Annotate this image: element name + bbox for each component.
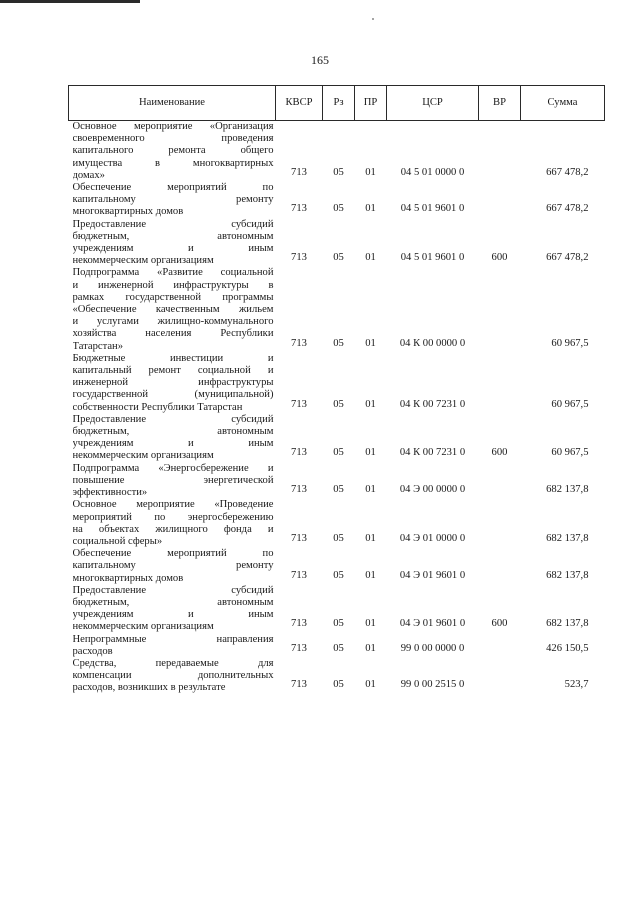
name-line: Основное мероприятие «Организация bbox=[72, 121, 274, 132]
kvsr-cell: 713 bbox=[291, 337, 307, 349]
name-line: Предоставление субсидий bbox=[72, 584, 274, 596]
page-number: 165 bbox=[311, 53, 329, 67]
rz-cell: 05 bbox=[333, 166, 344, 178]
rz-cell: 05 bbox=[333, 532, 344, 544]
sum-cell: 682 137,8 bbox=[546, 569, 589, 581]
name-cell bbox=[69, 634, 276, 658]
name-line: многоквартирных домов bbox=[72, 206, 184, 218]
pr-cell: 01 bbox=[365, 203, 376, 215]
column-header-name: Наименование bbox=[69, 86, 276, 121]
csr-cell: 04 5 01 0000 0 bbox=[400, 166, 465, 178]
kvsr-cell: 713 bbox=[291, 642, 307, 654]
rz-cell: 05 bbox=[333, 642, 344, 654]
sum-cell: 523,7 bbox=[564, 679, 589, 691]
sum-cell: 60 967,5 bbox=[551, 398, 589, 410]
kvsr-cell: 713 bbox=[291, 166, 307, 178]
name-line: своевременного проведения bbox=[72, 133, 274, 145]
csr-cell: 04 Э 00 0000 0 bbox=[399, 484, 466, 496]
name-line: Обеспечение мероприятий по bbox=[72, 548, 274, 560]
csr-cell: 04 Э 01 9601 0 bbox=[399, 569, 466, 581]
vr-cell bbox=[479, 463, 521, 500]
name-line: бюджетным, автономным bbox=[72, 596, 274, 608]
vr-cell: 600 bbox=[491, 618, 508, 630]
pr-cell: 01 bbox=[365, 166, 376, 178]
name-line: и услугами жилищно-коммунального bbox=[72, 316, 274, 328]
name-line: расходов, возникших в результате bbox=[72, 682, 226, 694]
kvsr-cell: 713 bbox=[291, 532, 307, 544]
table-row bbox=[69, 219, 605, 268]
name-line: некоммерческим организациям bbox=[72, 255, 214, 267]
table-row bbox=[69, 121, 605, 183]
csr-cell: 04 Э 01 0000 0 bbox=[399, 532, 466, 544]
name-line: капитальный ремонт социальной и bbox=[72, 365, 274, 377]
name-line: Подпрограмма «Развитие социальной bbox=[72, 267, 274, 279]
table-row bbox=[69, 353, 605, 414]
name-cell bbox=[69, 121, 276, 183]
pr-cell: 01 bbox=[365, 532, 376, 544]
column-header-pr: ПР bbox=[355, 86, 387, 121]
name-cell bbox=[69, 548, 276, 585]
sum-cell: 667 478,2 bbox=[546, 203, 589, 215]
vr-cell: 600 bbox=[491, 447, 508, 459]
table-row bbox=[69, 585, 605, 634]
name-line: и инженерной инфраструктуры в bbox=[72, 279, 274, 291]
vr-cell: 600 bbox=[491, 252, 508, 264]
name-line: Татарстан» bbox=[72, 340, 124, 352]
sum-cell: 426 150,5 bbox=[546, 642, 589, 654]
name-line: Обеспечение мероприятий по bbox=[72, 182, 274, 194]
rz-cell: 05 bbox=[333, 398, 344, 410]
rz-cell: 05 bbox=[333, 484, 344, 496]
pr-cell: 01 bbox=[365, 337, 376, 349]
name-line: Предоставление субсидий bbox=[72, 413, 274, 425]
vr-cell bbox=[479, 353, 521, 414]
vr-cell bbox=[479, 182, 521, 219]
sum-cell: 60 967,5 bbox=[551, 447, 589, 459]
column-header-rz: Рз bbox=[323, 86, 355, 121]
name-cell bbox=[69, 585, 276, 634]
pr-cell: 01 bbox=[365, 252, 376, 264]
name-line: учреждениям и иным bbox=[72, 609, 274, 621]
vr-cell bbox=[479, 634, 521, 658]
name-line: Предоставление субсидий bbox=[72, 218, 274, 230]
rz-cell: 05 bbox=[333, 447, 344, 459]
name-line: Средства, передаваемые для bbox=[72, 657, 274, 669]
csr-cell: 04 К 00 7231 0 bbox=[399, 447, 466, 459]
name-cell bbox=[69, 267, 276, 352]
rz-cell: 05 bbox=[333, 203, 344, 215]
name-line: капитальному ремонту bbox=[72, 560, 274, 572]
sum-cell: 682 137,8 bbox=[546, 618, 589, 630]
name-line: на объектах жилищного фонда и bbox=[72, 523, 274, 535]
name-cell bbox=[69, 414, 276, 463]
kvsr-cell: 713 bbox=[291, 252, 307, 264]
kvsr-cell: 713 bbox=[291, 618, 307, 630]
rz-cell: 05 bbox=[333, 679, 344, 691]
csr-cell: 04 Э 01 9601 0 bbox=[399, 618, 466, 630]
name-cell bbox=[69, 658, 276, 695]
pr-cell: 01 bbox=[365, 569, 376, 581]
table-row bbox=[69, 658, 605, 695]
csr-cell: 04 5 01 9601 0 bbox=[400, 203, 465, 215]
column-header-kvsr: КВСР bbox=[276, 86, 323, 121]
name-line: Непрограммные направления bbox=[72, 633, 274, 645]
table-row bbox=[69, 634, 605, 658]
csr-cell: 04 К 00 7231 0 bbox=[399, 398, 466, 410]
name-line: капитального ремонта общего bbox=[72, 145, 274, 157]
table-row bbox=[69, 267, 605, 352]
name-line: хозяйства населения Республики bbox=[72, 328, 274, 340]
table-row bbox=[69, 499, 605, 548]
sum-cell: 682 137,8 bbox=[546, 484, 589, 496]
name-line: домах» bbox=[72, 169, 105, 181]
kvsr-cell: 713 bbox=[291, 447, 307, 459]
vr-cell bbox=[479, 499, 521, 548]
name-line: бюджетным, автономным bbox=[72, 426, 274, 438]
name-cell bbox=[69, 219, 276, 268]
kvsr-cell: 713 bbox=[291, 569, 307, 581]
scan-edge-mark bbox=[0, 0, 140, 3]
sum-cell: 682 137,8 bbox=[546, 532, 589, 544]
name-line: эффективности» bbox=[72, 487, 148, 499]
scan-speck bbox=[372, 18, 374, 20]
column-header-sum: Сумма bbox=[521, 86, 605, 121]
name-cell bbox=[69, 463, 276, 500]
kvsr-cell: 713 bbox=[291, 679, 307, 691]
name-line: учреждениям и иным bbox=[72, 243, 274, 255]
name-line: Бюджетные инвестиции и bbox=[72, 352, 274, 364]
pr-cell: 01 bbox=[365, 642, 376, 654]
name-line: имущества в многоквартирных bbox=[72, 157, 274, 169]
rz-cell: 05 bbox=[333, 337, 344, 349]
kvsr-cell: 713 bbox=[291, 203, 307, 215]
name-line: мероприятий по энергосбережению bbox=[72, 511, 274, 523]
table-header-row bbox=[69, 86, 605, 121]
vr-cell bbox=[479, 267, 521, 352]
name-cell bbox=[69, 499, 276, 548]
name-line: «Обеспечение качественным жильем bbox=[72, 304, 274, 316]
rz-cell: 05 bbox=[333, 569, 344, 581]
table-row bbox=[69, 548, 605, 585]
vr-cell bbox=[479, 121, 521, 183]
name-cell bbox=[69, 353, 276, 414]
name-line: некоммерческим организациям bbox=[72, 450, 214, 462]
sum-cell: 667 478,2 bbox=[546, 252, 589, 264]
column-header-csr: ЦСР bbox=[387, 86, 479, 121]
sum-cell: 60 967,5 bbox=[551, 337, 589, 349]
name-line: бюджетным, автономным bbox=[72, 230, 274, 242]
pr-cell: 01 bbox=[365, 447, 376, 459]
name-line: государственной (муниципальной) bbox=[72, 389, 274, 401]
name-line: многоквартирных домов bbox=[72, 572, 184, 584]
name-line: повышение энергетической bbox=[72, 474, 274, 486]
pr-cell: 01 bbox=[365, 618, 376, 630]
name-line: социальной сферы» bbox=[72, 535, 163, 547]
name-line: Подпрограмма «Энергосбережение и bbox=[72, 462, 274, 474]
pr-cell: 01 bbox=[365, 398, 376, 410]
kvsr-cell: 713 bbox=[291, 484, 307, 496]
csr-cell: 99 0 00 0000 0 bbox=[400, 642, 465, 654]
vr-cell bbox=[479, 658, 521, 695]
csr-cell: 04 5 01 9601 0 bbox=[400, 252, 465, 264]
name-line: некоммерческим организациям bbox=[72, 621, 214, 633]
sum-cell: 667 478,2 bbox=[546, 166, 589, 178]
csr-cell: 99 0 00 2515 0 bbox=[400, 679, 465, 691]
name-line: расходов bbox=[72, 645, 113, 657]
name-line: капитальному ремонту bbox=[72, 194, 274, 206]
table-row bbox=[69, 414, 605, 463]
table-row bbox=[69, 182, 605, 219]
pr-cell: 01 bbox=[365, 679, 376, 691]
pr-cell: 01 bbox=[365, 484, 376, 496]
vr-cell bbox=[479, 548, 521, 585]
name-line: собственности Республики Татарстан bbox=[72, 401, 243, 413]
table-body bbox=[69, 121, 605, 695]
csr-cell: 04 К 00 0000 0 bbox=[399, 337, 466, 349]
rz-cell: 05 bbox=[333, 618, 344, 630]
name-line: компенсации дополнительных bbox=[72, 670, 274, 682]
name-line: рамках государственной программы bbox=[72, 291, 274, 303]
column-header-vr: ВР bbox=[479, 86, 521, 121]
table-row bbox=[69, 463, 605, 500]
kvsr-cell: 713 bbox=[291, 398, 307, 410]
name-cell bbox=[69, 182, 276, 219]
name-line: учреждениям и иным bbox=[72, 438, 274, 450]
budget-table bbox=[68, 85, 605, 695]
name-line: Основное мероприятие «Проведение bbox=[72, 499, 274, 511]
rz-cell: 05 bbox=[333, 252, 344, 264]
name-line: инженерной инфраструктуры bbox=[72, 377, 274, 389]
